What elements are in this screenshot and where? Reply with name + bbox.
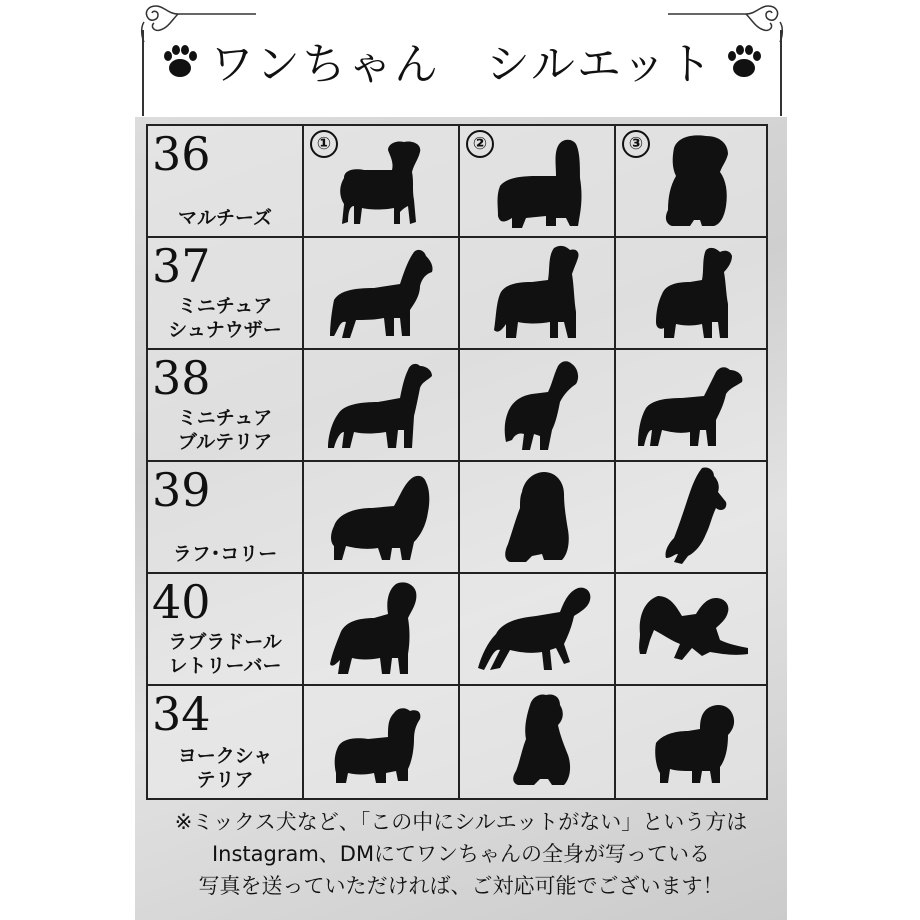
- dog-silhouette-icon: [304, 238, 458, 348]
- dog-silhouette-icon: [304, 574, 458, 684]
- note-line-3: 写真を送っていただければ、ご対応可能でございます！: [198, 874, 724, 898]
- label-cell: [148, 686, 304, 798]
- breed-name: マルチーズ: [177, 207, 273, 229]
- silhouette-option[interactable]: [304, 350, 460, 462]
- breed-number: 34: [152, 687, 211, 741]
- paw-icon: [724, 42, 764, 82]
- breed-name: ミニチュア ブルテリア: [177, 407, 273, 453]
- dog-silhouette-icon: [616, 350, 766, 460]
- dog-silhouette-icon: [460, 462, 614, 572]
- silhouette-option[interactable]: [616, 462, 766, 574]
- dog-silhouette-icon: [616, 462, 766, 572]
- dog-silhouette-icon: [616, 126, 766, 236]
- page-title: ワンちゃん シルエット: [209, 39, 715, 90]
- note-line-1: ※ミックス犬など、「この中にシルエットがない」という方は: [174, 810, 748, 834]
- silhouette-grid: [146, 124, 768, 800]
- dog-silhouette-icon: [460, 350, 614, 460]
- breed-number: 40: [152, 575, 211, 629]
- silhouette-option[interactable]: [460, 126, 616, 238]
- breed-number: 36: [152, 127, 211, 181]
- note-text: [135, 806, 787, 902]
- header: [138, 0, 786, 116]
- silhouette-option[interactable]: [616, 350, 766, 462]
- dog-silhouette-icon: [616, 238, 766, 348]
- dog-silhouette-icon: [304, 462, 458, 572]
- silhouette-option[interactable]: [304, 574, 460, 686]
- dog-silhouette-icon: [304, 350, 458, 460]
- dog-silhouette-icon: [304, 686, 458, 798]
- label-cell: [148, 350, 304, 462]
- breed-number: 38: [152, 351, 211, 405]
- silhouette-option[interactable]: [460, 574, 616, 686]
- dog-silhouette-icon: [460, 686, 614, 798]
- breed-number: 37: [152, 239, 211, 293]
- dog-silhouette-icon: [304, 126, 458, 236]
- breed-name: ヨークシャ テリア: [177, 745, 273, 791]
- silhouette-option[interactable]: [616, 686, 766, 798]
- label-cell: [148, 462, 304, 574]
- label-cell: [148, 574, 304, 686]
- breed-name: ラフ･コリー: [172, 543, 278, 565]
- silhouette-option[interactable]: [460, 686, 616, 798]
- dog-silhouette-icon: [616, 686, 766, 798]
- dog-silhouette-icon: [460, 126, 614, 236]
- silhouette-option[interactable]: [616, 126, 766, 238]
- silhouette-option[interactable]: [460, 350, 616, 462]
- option-marker: ③: [622, 130, 650, 158]
- silhouette-option[interactable]: [304, 238, 460, 350]
- label-cell: [148, 238, 304, 350]
- silhouette-option[interactable]: [304, 126, 460, 238]
- breed-name: ミニチュア シュナウザー: [168, 295, 282, 341]
- dog-silhouette-icon: [460, 574, 614, 684]
- option-marker: ②: [466, 130, 494, 158]
- breed-name: ラブラドール レトリーバー: [168, 631, 282, 677]
- breed-number: 39: [152, 463, 211, 517]
- silhouette-option[interactable]: [616, 238, 766, 350]
- silhouette-option[interactable]: [304, 462, 460, 574]
- label-cell: [148, 126, 304, 238]
- dog-silhouette-icon: [460, 238, 614, 348]
- silhouette-option[interactable]: [616, 574, 766, 686]
- silhouette-option[interactable]: [304, 686, 460, 798]
- dog-silhouette-icon: [616, 574, 766, 684]
- silhouette-option[interactable]: [460, 238, 616, 350]
- option-marker: ①: [310, 130, 338, 158]
- note-line-2: Instagram、DMにてワンちゃんの全身が写っている: [211, 842, 711, 866]
- silhouette-option[interactable]: [460, 462, 616, 574]
